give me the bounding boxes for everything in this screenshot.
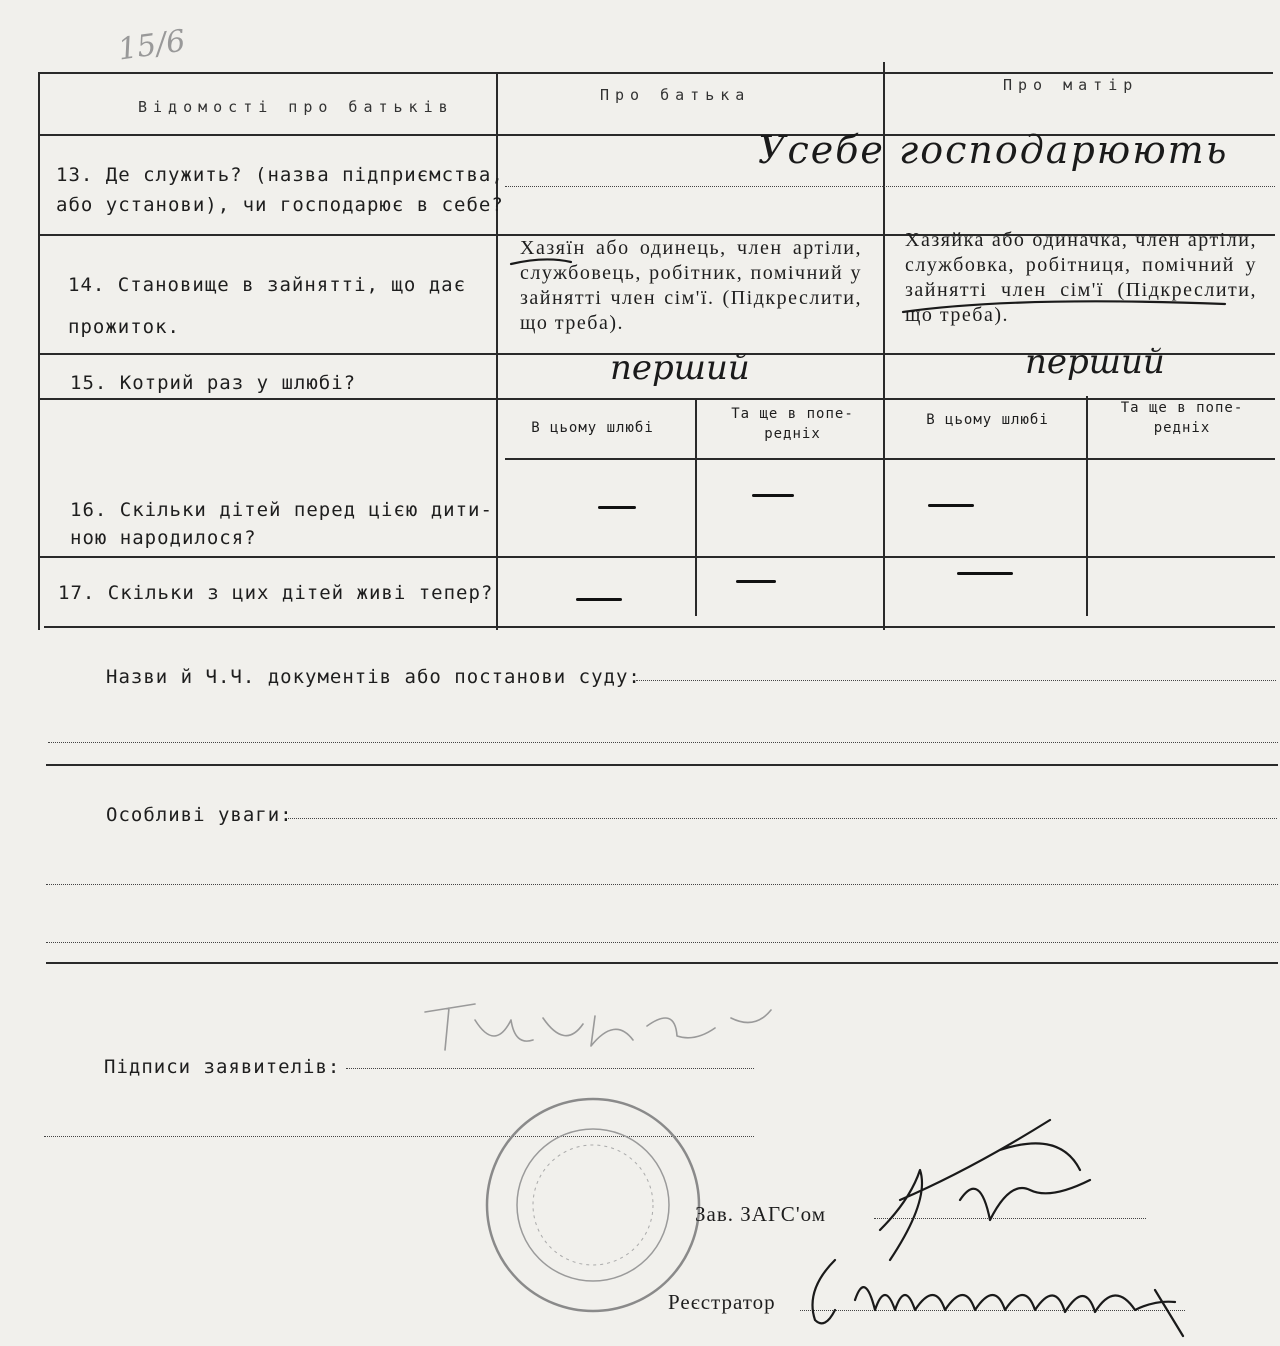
q17-mother-this — [957, 572, 1013, 575]
q15-father-answer: перший — [610, 348, 750, 388]
zags-label: Зав. ЗАГС'ом — [695, 1202, 826, 1226]
registrar-signature — [795, 1240, 1195, 1340]
remarks-line-2 — [46, 884, 1278, 885]
separator-1 — [46, 764, 1278, 766]
q16-mother-this — [928, 504, 974, 507]
row-line-16 — [40, 398, 1275, 400]
header-info: Відомості про батьків — [138, 98, 454, 116]
col1-divider — [496, 74, 498, 630]
subheader-line — [505, 458, 1275, 460]
q15-label: 15. Котрий раз у шлюбі? — [70, 372, 357, 394]
documents-line-1 — [636, 680, 1276, 681]
q16-label: 16. Скільки дітей перед цією дити- ною народилося? — [70, 499, 493, 549]
sub-father-previous: Та ще в попе- редніх — [731, 406, 854, 442]
separator-2 — [46, 962, 1278, 964]
remarks-label: Особливі уваги: — [106, 804, 293, 826]
remarks-line-3 — [46, 942, 1278, 943]
sub-mother-this-marriage: В цьому шлюбі — [926, 412, 1049, 428]
table-left-border — [38, 74, 40, 630]
documents-label: Назви й Ч.Ч. документів або постанови суду: — [106, 666, 641, 688]
q17-father-this — [576, 598, 622, 601]
mother-underline-mark — [895, 290, 1235, 320]
q14-label: 14. Становище в зайнятті, що дає прожиток. — [68, 274, 467, 338]
q13-answer-line — [505, 186, 1275, 187]
q17-label: 17. Скільки з цих дітей живі тепер? — [58, 582, 494, 604]
applicant-signature — [415, 990, 795, 1060]
q16-father-this — [598, 506, 636, 509]
registrar-label: Реєстратор — [668, 1290, 776, 1314]
q15-mother-answer: перший — [1025, 342, 1165, 382]
mother-sub-divider — [1086, 396, 1088, 616]
q13-answer: Усебе господарюють — [758, 128, 1229, 172]
page-number: 15/6 — [115, 23, 188, 68]
official-stamp — [478, 1090, 708, 1320]
signatures-line-1 — [346, 1068, 754, 1069]
table-bottom-border — [44, 626, 1275, 628]
table-top-border — [38, 72, 1273, 74]
signatures-label: Підписи заявителів: — [104, 1056, 341, 1078]
father-sub-divider — [695, 398, 697, 616]
q17-father-previous — [736, 580, 776, 583]
row-line-17 — [40, 556, 1275, 558]
header-mother: Про матір — [1003, 76, 1139, 94]
sub-father-this-marriage: В цьому шлюбі — [531, 420, 654, 436]
remarks-line-1 — [285, 818, 1277, 819]
header-father: Про батька — [600, 86, 751, 104]
sub-mother-previous: Та ще в попе- редніх — [1120, 400, 1244, 436]
father-underline-mark — [505, 250, 585, 280]
documents-line-2 — [48, 742, 1278, 743]
q16-father-previous — [752, 494, 794, 497]
q13-label: 13. Де служить? (назва підприємства, або установи), чи господарює в себе? — [56, 164, 504, 216]
q14-mother-options: Хазяйка або одиначка, член артіли, службовка, робітниця, помічний у зайнятті член сім'ї (Підкреслити, що треба). — [905, 229, 1257, 326]
q14-father-options: Хазяїн або одинець, член артіли, службовець, робітник, помічний у зайнятті член сім'ї. (Підкреслити, що треба). — [520, 237, 862, 334]
